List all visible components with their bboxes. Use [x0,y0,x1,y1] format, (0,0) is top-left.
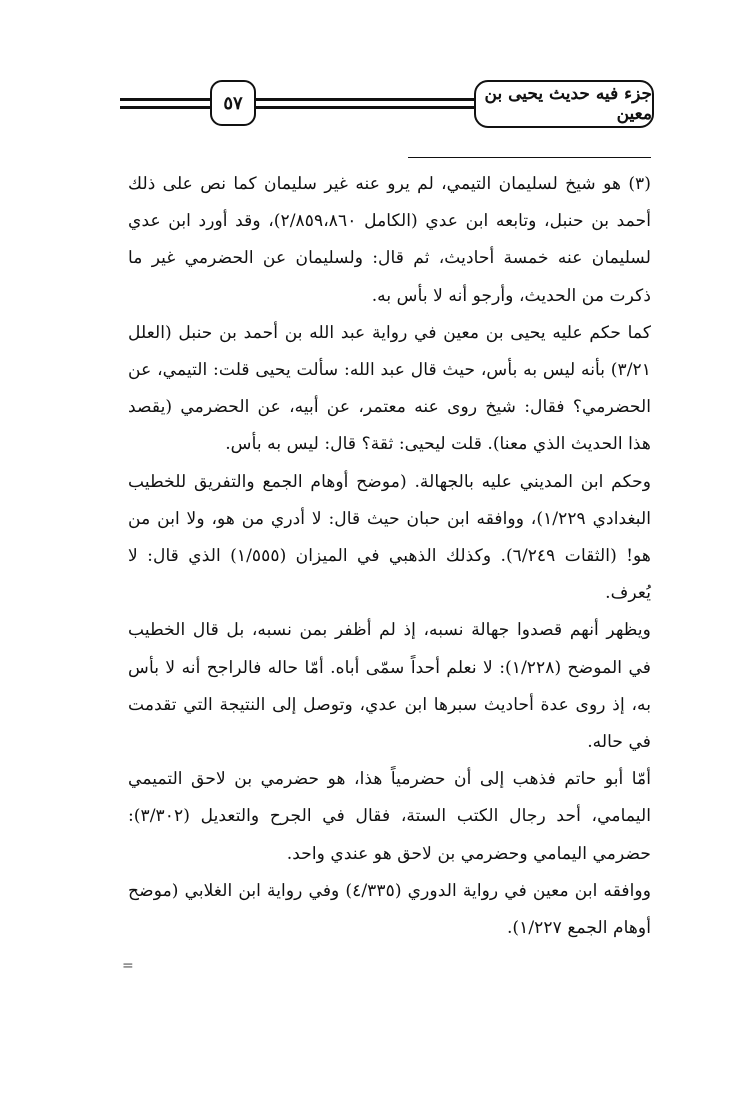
header-rule-top-middle [254,98,476,101]
page-header [0,0,756,140]
footnote-paragraph: وحكم ابن المديني عليه بالجهالة. (موضح أوهام الجمع والتفريق للخطيب البغدادي ١/٢٢٩)، ووافقه ابن حبان حيث قال: لا أدري من هو، ولا ابن من هو! (الثقات ٦/٢٤٩). وكذلك الذهبي في الميزان (١/٥٥٥) الذي قال: لا يُعرف. [128,471,651,604]
running-title-box [474,80,654,128]
footnote-paragraph: كما حكم عليه يحيى بن معين في رواية عبد الله بن أحمد بن حنبل (العلل ٣/٢١) بأنه ليس به بأس، حيث قال عبد الله: سألت يحيى قلت: التيمي، عن الحضرمي؟ فقال: شيخ روى عنه معتمر، عن أبيه، عن الحضرمي (يقصد هذا الحديث الذي معنا). قلت ليحيى: ثقة؟ قال: ليس به بأس. [128,322,651,455]
footnote-separator [408,157,651,158]
footnote-paragraph: أمّا أبو حاتم فذهب إلى أن حضرمياً هذا، هو حضرمي بن لاحق التميمي اليمامي، أحد رجال الكتب الستة، فقال في الجرح والتعديل (٣/٣٠٢): حضرمي اليمامي وحضرمي بن لاحق هو عندي واحد. [128,769,651,864]
header-rule-bottom [120,106,212,109]
header-rule-top [120,98,212,101]
header-rule-bottom-middle [254,106,476,109]
page-number: ٥٧ [223,92,243,114]
page-number-box [210,80,256,126]
footnote-paragraph: ووافقه ابن معين في رواية الدوري (٤/٣٣٥) وفي رواية ابن الغلابي (موضح أوهام الجمع ١/٢٢٧). [128,880,651,939]
running-title: جزء فيه حديث يحيى بن معين [484,84,652,124]
footnote-paragraph: (٣) هو شيخ لسليمان التيمي، لم يرو عنه غير سليمان كما نص على ذلك أحمد بن حنبل، وتابعه ابن عدي (الكامل ٢/٨٥٩،٨٦٠)، وقد أورد ابن عدي لسليمان عنه خمسة أحاديث، ثم قال: ولسليمان عن الحضرمي غير ما ذكرت من الحديث، وأرجو أنه لا بأس به. [128,174,652,306]
footnote-body [128,166,651,947]
footnote-paragraph: ويظهر أنهم قصدوا جهالة نسبه، إذ لم أظفر بمن نسبه، بل قال الخطيب في الموضح (١/٢٢٨): لا نعلم أحداً سمّى أباه. أمّا حاله فالراجح أنه لا بأس به، إذ روى عدة أحاديث سبرها ابن عدي، وتوصل إلى النتيجة التي تقدمت في حاله. [128,620,651,753]
continuation-mark: = [122,958,134,974]
